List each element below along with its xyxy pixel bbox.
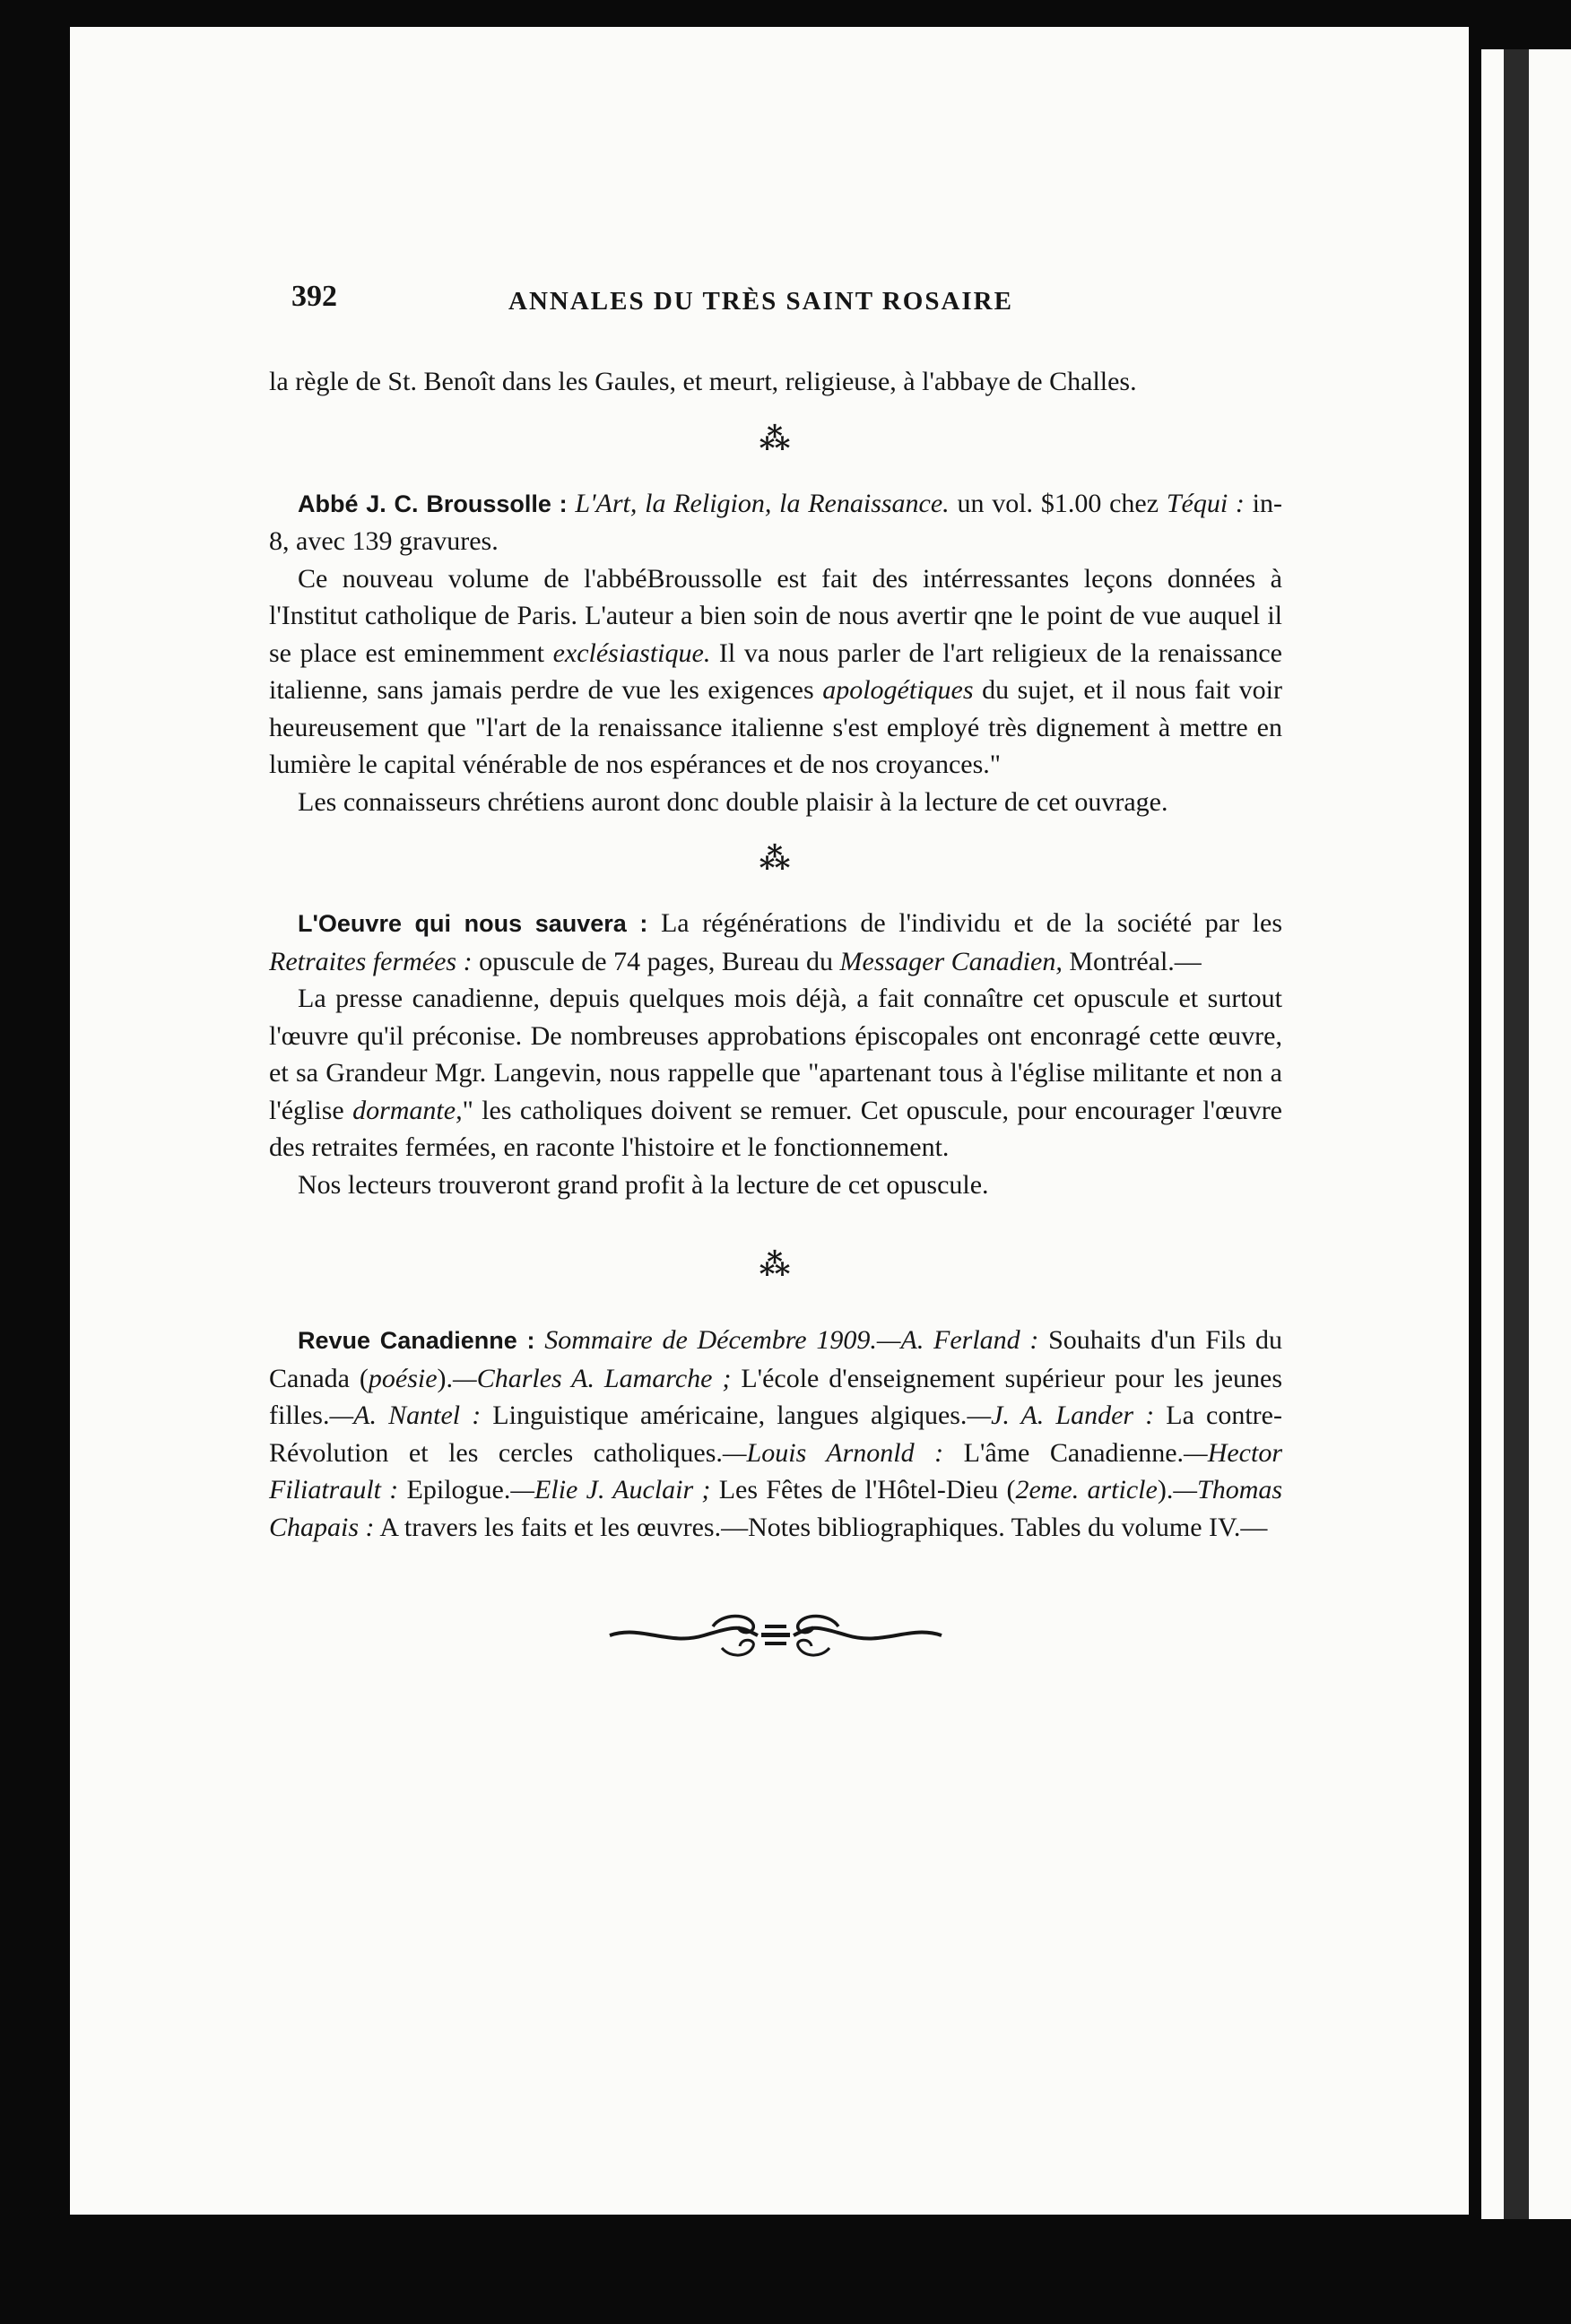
- review-text: " les catholiques doivent se remuer. Cet opuscule, pour encourager l'œuvre des retraites fermées, en raconte l'histoire et le fonctionnement.: [269, 1095, 1282, 1162]
- italic-term: 2eme. article: [1015, 1475, 1158, 1505]
- italic-term: —Hector Filiatrault :: [269, 1437, 1282, 1505]
- italic-term: —Louis Arnonld :: [722, 1437, 944, 1468]
- page-header: [291, 280, 1076, 321]
- separator-asterism-3: ⁂: [759, 1249, 793, 1282]
- book-title: L'Art, la Religion, la Renaissance.: [575, 488, 950, 518]
- entry-text: A travers les faits et les œuvres.—Notes bibliographiques. Tables du volume IV.—: [374, 1512, 1268, 1542]
- italic-term: poésie: [368, 1363, 438, 1393]
- italic-term: exclésiastique.: [552, 637, 711, 668]
- entry-text: L'âme Canadienne.: [943, 1437, 1185, 1468]
- entry-text: Montréal.—: [1062, 946, 1202, 976]
- italic-term: —J. A. Lander :: [967, 1400, 1155, 1430]
- entry-text: ).: [1157, 1475, 1174, 1505]
- book-title: Retraites fermées :: [269, 946, 473, 976]
- entry-paragraph: [269, 1322, 1282, 1546]
- entry-author: Abbé J. C. Broussolle :: [298, 490, 568, 517]
- book-format: in-8, avec 139 gravures.: [269, 488, 1282, 556]
- review-text: La presse canadienne, depuis quelques mois déjà, a fait connaître cet opuscule et surtout l'œuvre qu'il préconise. De nombreuses approbations épiscopales ont enconragé cette œuvre, et sa Grandeur Mgr. Langevin, nous rappelle que "apartenant tous à l'église militante et non a l'église: [269, 984, 1282, 1125]
- tailpiece-ornament: [605, 1609, 946, 1662]
- entry-text: Epilogue.: [398, 1475, 511, 1505]
- book-details: un vol. $1.00 chez: [949, 488, 1167, 518]
- review-text: du sujet, et il nous fait voir heureusement que "l'art de la renaissance italienne s'est employé très dignement à mettre en lumière le capital vénérable de nos espérances et de nos croyances.": [269, 675, 1282, 779]
- review-entry-revue: [269, 1322, 1282, 1546]
- entry-text: ).: [437, 1363, 454, 1393]
- entry-text: opuscule de 74 pages, Bureau du: [472, 946, 840, 976]
- publisher: Messager Canadien,: [839, 946, 1063, 976]
- review-text: Ce nouveau volume de l'abbéBroussolle est fait des intérressantes leçons données à l'Institut catholique de Paris. L'auteur a bien soin de nous avertir qne le point de vue auquel il se place est eminemment: [269, 563, 1282, 668]
- entry-title: Revue Canadienne :: [298, 1327, 535, 1354]
- italic-term: Sommaire de Décembre 1909.—A. Ferland :: [534, 1325, 1039, 1355]
- running-title: ANNALES DU TRÈS SAINT ROSAIRE: [508, 287, 1013, 316]
- page-gutter-shadow: [1504, 49, 1529, 2219]
- italic-term: —Elie J. Auclair ;: [510, 1475, 711, 1505]
- entry-heading: [269, 905, 1282, 980]
- italic-term: —Charles A. Lamarche ;: [453, 1363, 732, 1393]
- publisher: Téqui :: [1166, 488, 1245, 518]
- separator-asterism-1: ⁂: [759, 422, 793, 456]
- italic-term: —Thomas Chapais :: [269, 1475, 1283, 1542]
- review-paragraph: Nos lecteurs trouveront grand profit à la lecture de cet opuscule.: [298, 1169, 989, 1200]
- continuation-paragraph: la règle de St. Benoît dans les Gaules, et meurt, religieuse, à l'abbaye de Challes.: [269, 367, 1137, 396]
- page-number: 392: [291, 280, 337, 313]
- review-entry-broussolle: [269, 485, 1282, 821]
- review-paragraph: [269, 980, 1282, 1166]
- scan-border: [0, 2219, 1571, 2324]
- entry-text: Souhaits d'un Fils du Canada (: [269, 1325, 1282, 1393]
- page-body: [269, 363, 1282, 1662]
- entry-title: L'Oeuvre qui nous sauvera :: [298, 910, 648, 937]
- entry-text: Les Fêtes de l'Hôtel-Dieu (: [710, 1475, 1016, 1505]
- review-entry-oeuvre: [269, 905, 1282, 1203]
- italic-term: dormante,: [352, 1095, 463, 1125]
- entry-heading: [269, 485, 1282, 560]
- entry-text: La contre-Révolution et les cercles catholiques.: [269, 1400, 1282, 1468]
- entry-text: La régénérations de l'individu et de la société par les: [647, 908, 1283, 938]
- italic-term: apologétiques: [822, 675, 974, 705]
- review-text: Il va nous parler de l'art religieux de la renaissance italienne, sans jamais perdre de vue les exigences: [269, 637, 1282, 705]
- italic-term: —A. Nantel :: [329, 1400, 482, 1430]
- separator-asterism-2: ⁂: [759, 843, 793, 876]
- entry-text: L'école d'enseignement supérieur pour les jeunes filles.: [269, 1363, 1283, 1430]
- entry-text: Linguistique américaine, langues algiques.: [481, 1400, 968, 1430]
- review-paragraph: [269, 560, 1282, 784]
- review-paragraph: Les connaisseurs chrétiens auront donc double plaisir à la lecture de cet ouvrage.: [298, 786, 1168, 817]
- facing-page-edge: [1481, 49, 1571, 2219]
